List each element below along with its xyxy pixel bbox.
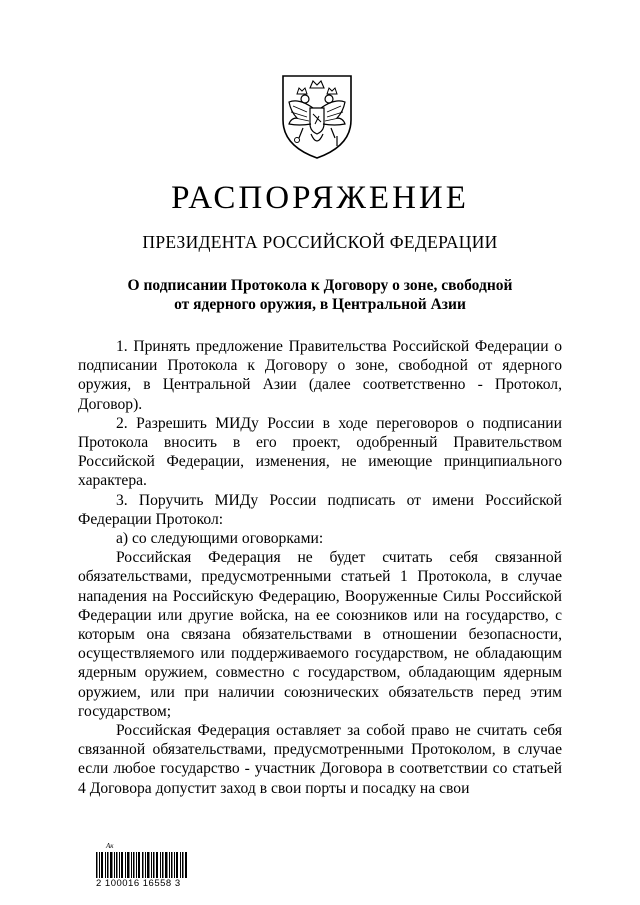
document-subtitle: ПРЕЗИДЕНТА РОССИЙСКОЙ ФЕДЕРАЦИИ xyxy=(142,232,498,252)
heading-line-2: от ядерного оружия, в Центральной Азии xyxy=(174,296,466,313)
coat-of-arms-icon xyxy=(277,68,357,160)
paragraph-1: 1. Принять предложение Правительства Российской Федерации о подписании Протокола к Договору о зоне, свободной от ядерного оружия, в Центральной Азии (далее соответственно - Протокол, Договор). xyxy=(78,338,562,413)
barcode-icon xyxy=(96,852,188,878)
document-heading xyxy=(100,276,540,314)
paragraph-3a: а) со следующими оговорками: xyxy=(116,530,324,548)
document-body xyxy=(78,337,562,798)
paragraph-reservation-1: Российская Федерация не будет считать себя связанной обязательствами, предусмотренными статьей 1 Протокола, в случае нападения на Российскую Федерацию, Вооруженные Силы Российской Федерации или другие войска, на ее союзников или на государство, с которым она связана обязательствами в отношении безопасности, осуществляемого или поддерживаемого государством, не обладающим ядерным оружием, совместно с государством, обладающим ядерным оружием, или при наличии союзнических обязательств перед этим государством; xyxy=(78,549,562,720)
heading-line-1: О подписании Протокола к Договору о зоне, свободной xyxy=(127,277,513,294)
document-title: РАСПОРЯЖЕНИЕ xyxy=(171,180,469,216)
paragraph-3: 3. Поручить МИДу России подписать от имени Российской Федерации Протокол: xyxy=(78,491,562,528)
paragraph-2: 2. Разрешить МИДу России в ходе переговоров о подписании Протокола вносить в его проект, одобренный Правительством Российской Федерации, изменения, не имеющие принципиального характера. xyxy=(78,414,562,490)
barcode-label: Ак xyxy=(106,842,114,850)
barcode-number: 2 100016 16558 3 xyxy=(96,878,181,889)
paragraph-reservation-2: Российская Федерация оставляет за собой право не считать себя связанной обязательствами, предусмотренными Протоколом, в случае если любое государство - участник Договора в соответствии со статьей 4 Договора допустит заход в свои порты и посадку на свои xyxy=(78,722,562,797)
